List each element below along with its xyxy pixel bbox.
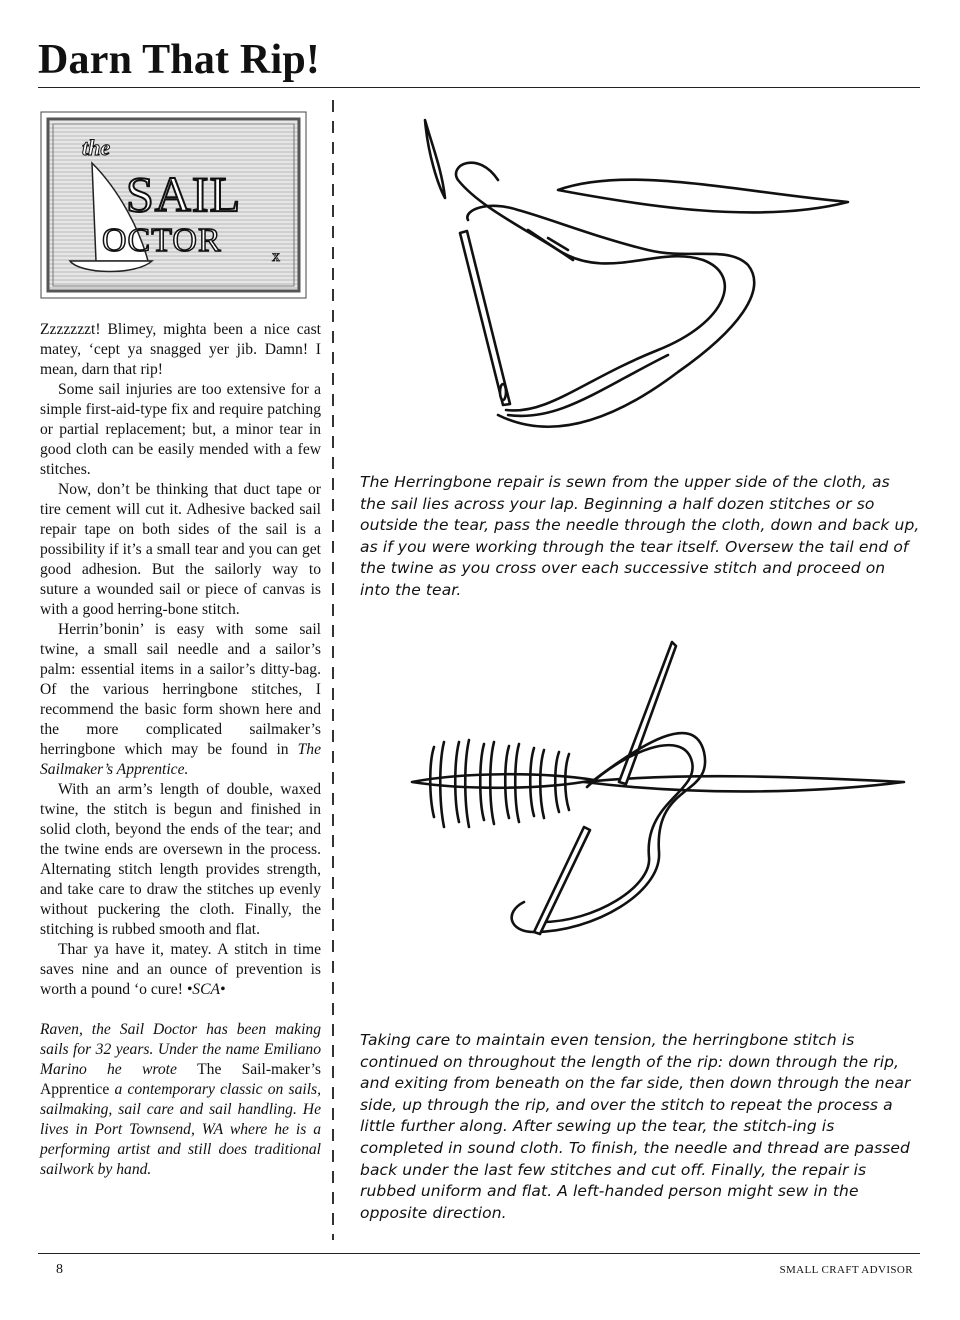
body-paragraph: Zzzzzzzt! Blimey, mighta been a nice cast matey, ‘cept ya snagged yer jib. Damn! I mean, darn that rip!	[40, 321, 321, 378]
article-title: Darn That Rip!	[38, 37, 321, 83]
figure-2-caption: Taking care to maintain even tension, the herringbone stitch is continued on throughout the length of the rip: down through the rip, and exiting from beneath on the far side, then down through the near side, up through the rip, and over the stitch to repeat the process a little further along. After sewing up the tear, the stitch-ing is completed in sound cloth. To finish, the needle and thread are passed back under the last few stitches and cut off. Finally, the repair is rubbed uniform and flat. A left-handed person might sew in the opposite direction.	[360, 1031, 911, 1222]
body-text: Herrin’bonin’ is easy with some sail twine, a small sail needle and a sailor’s palm: essential items in a sailor’s ditty-bag. Of the various herringbone stitches, I recommend the basic form shown here and the more complicated sailmaker’s herringbone which may be found in	[40, 621, 321, 758]
figure-1-caption: The Herringbone repair is sewn from the upper side of the cloth, as the sail lies across your lap. Beginning a half dozen stitches or so outside the tear, pass the needle through the cloth, down and back up, as if you were working through the tear itself. Oversew the tail end of the twine as you cross over each successive stitch and proceed on into the tear.	[360, 473, 920, 599]
footer-rule	[38, 1253, 920, 1254]
magazine-name: SMALL CRAFT ADVISOR	[779, 1264, 913, 1276]
header-rule	[38, 87, 920, 88]
column-divider	[332, 100, 334, 1240]
body-paragraph	[40, 620, 321, 780]
logo-word-sail: SAIL	[126, 166, 242, 222]
herringbone-figure-2	[404, 632, 912, 982]
page-number: 8	[56, 1262, 63, 1277]
body-paragraph: Some sail injuries are too extensive for a simple first-aid-type fix and require patching or partial replacement; but, a minor tear in good cloth can be easily mended with a few stitches.	[40, 381, 321, 478]
signoff: •SCA•	[186, 981, 226, 998]
sail-doctor-logo	[40, 111, 307, 299]
body-text: Thar ya have it, matey. A stitch in time saves nine and an ounce of prevention is worth a pound ‘o cure!	[40, 941, 321, 998]
bio-text: Raven, the Sail Doctor has been making sails for 32 years. Under the name Emiliano Marino he wrote	[40, 1021, 321, 1078]
body-paragraph	[40, 940, 321, 1000]
logo-word-the: the	[82, 135, 111, 160]
book-reference: The Sailmaker’s Apprentice.	[40, 741, 321, 778]
bio-text: a contemporary classic on sails, sailmaking, sail care and sail handling. He lives in Port Townsend, WA where he is a performing artist and still does traditional sailwork by hand.	[40, 1081, 321, 1178]
logo-rx: x	[272, 248, 280, 265]
article-body	[40, 320, 321, 1180]
bio-book-title: The Sail-maker’s Apprentice	[40, 1061, 321, 1098]
body-paragraph: Now, don’t be thinking that duct tape or tire cement will cut it. Adhesive backed sail repair tape on both sides of the sail is a possibility if it’s a small tear and you can get good adhesion. But the sailorly way to suture a wounded sail or piece of canvas is with a good herring-bone stitch.	[40, 481, 321, 618]
herringbone-figure-1	[398, 110, 868, 455]
body-paragraph: With an arm’s length of double, waxed twine, the stitch is begun and finished in solid cloth, beyond the ends of the tear; and the twine ends are oversewn in the process. Alternating stitch length provides strength, and take care to draw the stitches up evenly without puckering the cloth. Finally, the stitching is rubbed smooth and flat.	[40, 781, 321, 938]
author-bio	[40, 1020, 321, 1180]
logo-word-octor: OCTOR	[102, 222, 222, 259]
